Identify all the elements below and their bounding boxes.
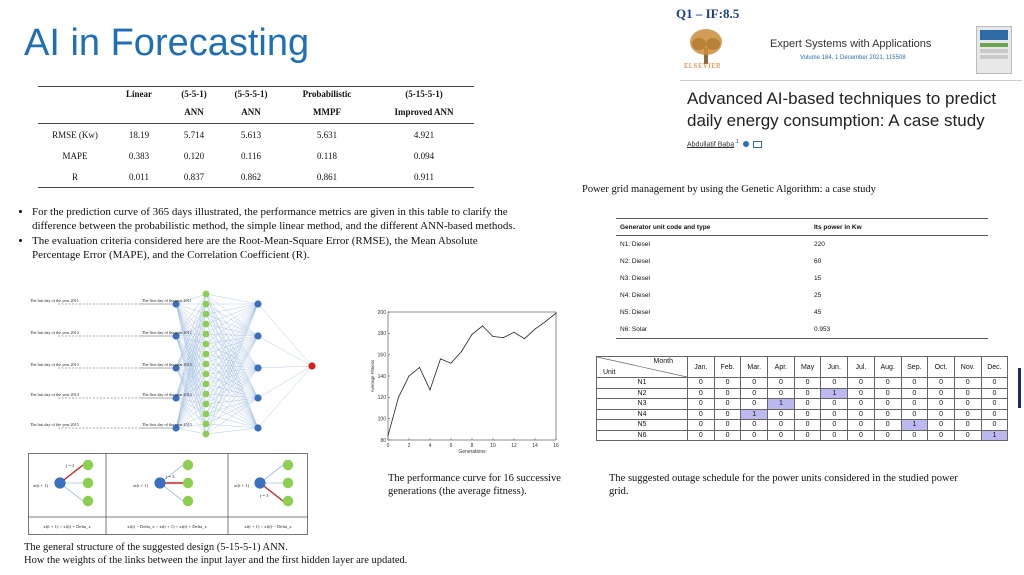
hidden-node [203, 341, 210, 348]
table-cell: 18.19 [128, 129, 150, 140]
table-row [616, 287, 988, 304]
y-tick-label: 120 [377, 395, 386, 402]
schedule-cell: 0 [821, 378, 848, 389]
schedule-cell: 1 [901, 420, 928, 431]
hidden-node [203, 331, 210, 338]
fitness-point [430, 389, 431, 390]
schedule-cell: 0 [688, 430, 715, 441]
ann-link [206, 368, 258, 434]
table-cell: N2: Diesel [620, 258, 650, 265]
panel-formula: xi(t) − Delta_x < xi(t + 1) < xi(t) + Delta_x [127, 524, 207, 529]
schedule-row [597, 420, 1008, 431]
schedule-unit-label: N6 [597, 430, 688, 441]
month-header: Aug. [874, 357, 901, 378]
schedule-cell: 0 [794, 378, 821, 389]
schedule-cell: 1 [741, 409, 768, 420]
schedule-cell: 0 [874, 409, 901, 420]
table-cell: 45 [814, 309, 822, 316]
ann-right-label: The first day of the year 2014 [142, 392, 192, 397]
y-tick-label: 100 [377, 416, 386, 423]
perf-header-row1 [38, 87, 474, 102]
schedule-cell: 0 [741, 399, 768, 410]
schedule-cell: 0 [714, 388, 741, 399]
panel-input-node [254, 477, 265, 488]
month-header: Jan. [688, 357, 715, 378]
schedule-cell: 0 [768, 420, 795, 431]
month-header: Sep. [901, 357, 928, 378]
schedule-row [597, 388, 1008, 399]
caption-chart-line: The performance curve for 16 successive [388, 473, 561, 484]
ann-left-label: The last day of the year 2012 [30, 330, 79, 335]
panel-hidden-node [183, 460, 193, 470]
table-cell: 0.861 [280, 166, 374, 188]
hidden2-node [254, 332, 261, 339]
schedule-cell: 0 [821, 409, 848, 420]
x-tick-label: 6 [449, 443, 453, 449]
panel-formula: xi(t + 1) < xi(t) − Delta_x [244, 524, 292, 529]
x-tick-label: 4 [428, 443, 432, 449]
panel-input-node [54, 477, 65, 488]
author-link[interactable]: Abdullatif Baba [687, 141, 735, 149]
schedule-cell: 0 [981, 388, 1008, 399]
table-cell: MAPE [62, 150, 88, 161]
performance-table [38, 86, 474, 188]
ann-link [206, 428, 258, 434]
journal-cover-thumbnail [976, 26, 1012, 74]
table-row [38, 166, 474, 188]
schedule-cell: 0 [848, 388, 875, 399]
schedule-cell: 0 [928, 388, 955, 399]
table-cell: N6: Solar [616, 321, 810, 339]
schedule-cell: 0 [954, 399, 981, 410]
schedule-cell: 0 [928, 430, 955, 441]
schedule-cell: 0 [901, 388, 928, 399]
hidden-node [203, 301, 210, 308]
corner-month-label: Month [653, 358, 673, 365]
schedule-cell: 0 [901, 399, 928, 410]
schedule-unit-label: N5 [597, 420, 688, 431]
y-tick-label: 180 [377, 331, 386, 338]
table-row [38, 145, 474, 166]
schedule-cell: 0 [848, 399, 875, 410]
panel-hidden-node [83, 496, 93, 506]
hidden-node [203, 361, 210, 368]
table-row [616, 270, 988, 287]
schedule-cell: 0 [768, 430, 795, 441]
schedule-cell: 0 [768, 388, 795, 399]
schedule-cell: 0 [848, 378, 875, 389]
schedule-cell: 0 [928, 399, 955, 410]
schedule-cell: 0 [741, 378, 768, 389]
caption-schedule-line: grid. [609, 486, 629, 497]
hidden-node [203, 321, 210, 328]
fitness-point [535, 329, 536, 330]
perf-head: Probabilistic [280, 87, 374, 102]
perf-subhead: MMPF [280, 101, 374, 124]
perf-subhead: ANN [222, 101, 280, 124]
schedule-cell: 0 [981, 378, 1008, 389]
table-cell: 0.837 [166, 166, 222, 188]
schedule-cell: 0 [928, 420, 955, 431]
fitness-point [388, 435, 389, 436]
perf-head: Linear [112, 87, 166, 102]
schedule-cell: 0 [848, 409, 875, 420]
fitness-point [514, 332, 515, 333]
paper-title [687, 88, 996, 132]
schedule-cell: 0 [714, 399, 741, 410]
perf-subhead: ANN [166, 101, 222, 124]
fitness-point [524, 338, 525, 339]
hidden-node [203, 351, 210, 358]
slide-title: AI in Forecasting [24, 22, 310, 64]
y-tick-label: 80 [380, 437, 386, 444]
impact-factor-label: Q1 – IF:8.5 [676, 6, 740, 21]
schedule-cell: 0 [688, 399, 715, 410]
schedule-cell: 0 [821, 399, 848, 410]
schedule-cell: 1 [768, 399, 795, 410]
output-node [308, 362, 315, 369]
bullet-list-wrapper [16, 205, 526, 263]
schedule-header-row [597, 357, 1008, 378]
chart-layer [370, 310, 559, 455]
fitness-point [440, 358, 441, 359]
ann-link [258, 366, 312, 368]
schedule-cell: 0 [714, 420, 741, 431]
month-header: Jul. [848, 357, 875, 378]
schedule-cell: 0 [741, 388, 768, 399]
schedule-cell: 0 [954, 409, 981, 420]
perf-head [38, 87, 112, 102]
fitness-point [398, 397, 399, 398]
schedule-cell: 1 [981, 430, 1008, 441]
schedule-cell: 0 [794, 430, 821, 441]
schedule-cell: 0 [954, 378, 981, 389]
schedule-cell: 0 [794, 399, 821, 410]
y-tick-label: 140 [377, 373, 386, 380]
fitness-point [493, 336, 494, 337]
schedule-cell: 0 [794, 388, 821, 399]
hidden-node [203, 401, 210, 408]
bullet-item: • For the prediction curve of 365 days illustrated, the performance metrics are given in this table to clarify the difference between the probabilistic method, the simple linear method, and the different ANN-based methods. [32, 205, 526, 233]
caption-chart [388, 472, 588, 498]
fitness-point [503, 337, 504, 338]
x-tick-label: 12 [511, 443, 517, 449]
schedule-cell: 0 [954, 430, 981, 441]
ann-left-label: The last day of the year 2011 [30, 298, 79, 303]
schedule-row [597, 399, 1008, 410]
bullet-list [16, 205, 526, 262]
weight-update-panels [28, 453, 308, 535]
x-tick-label: 0 [386, 443, 390, 449]
ann-left-label: The last day of the year 2013 [30, 362, 79, 367]
table-row [616, 321, 988, 339]
schedule-cell: 0 [901, 409, 928, 420]
table-cell: 5.613 [240, 129, 262, 140]
hidden2-node [254, 300, 261, 307]
generator-header-row [616, 219, 988, 236]
table-cell: 0.011 [112, 166, 166, 188]
panel-hidden-node [83, 460, 93, 470]
hidden-node [203, 431, 210, 438]
email-icon[interactable] [753, 141, 762, 148]
panel-hidden-node [283, 496, 293, 506]
panel-hidden-node [283, 460, 293, 470]
panel-node-label: xi(t + 1) [33, 483, 49, 488]
table-cell: R [38, 166, 112, 188]
schedule-cell: 0 [901, 378, 928, 389]
perf-subhead: Improved ANN [374, 101, 474, 124]
panel-top-label: j = 3 [260, 493, 269, 498]
author-superscript: 1 [736, 139, 739, 145]
chart-content [370, 310, 559, 455]
generator-header: Generator unit code and type [616, 219, 810, 236]
panel-hidden-node [83, 478, 93, 488]
month-header: Jun. [821, 357, 848, 378]
schedule-cell: 0 [954, 388, 981, 399]
schedule-cell: 0 [688, 409, 715, 420]
perf-subhead [112, 101, 166, 124]
schedule-cell: 0 [981, 409, 1008, 420]
table-row [616, 304, 988, 321]
x-tick-label: 10 [490, 443, 496, 449]
perf-head: (5-15-5-1) [374, 87, 474, 102]
fitness-point [419, 367, 420, 368]
fitness-point [545, 321, 546, 322]
ann-links [176, 294, 312, 434]
table-cell: 0.094 [413, 150, 435, 161]
edge-accent [1018, 368, 1021, 408]
month-header: Apr. [768, 357, 795, 378]
hidden2-node [254, 424, 261, 431]
ann-link [206, 304, 258, 368]
table-cell: N1: Diesel [620, 241, 650, 248]
fitness-point [556, 313, 557, 314]
schedule-cell: 0 [741, 420, 768, 431]
fitness-point [409, 376, 410, 377]
hidden-node [203, 371, 210, 378]
panel-top-label: j = 3 [166, 474, 175, 479]
perf-head: (5-5-5-1) [222, 87, 280, 102]
panel-node-label: xi(t + 1) [234, 483, 250, 488]
table-cell: 0.862 [222, 166, 280, 188]
schedule-cell: 0 [794, 420, 821, 431]
ann-left-label: The last day of the year 2015 [30, 422, 79, 427]
table-cell: 0.383 [128, 150, 150, 161]
schedule-cell: 0 [714, 378, 741, 389]
schedule-cell: 0 [794, 409, 821, 420]
caption-ann-line: The general structure of the suggested design (5-15-5-1) ANN. [24, 542, 288, 553]
x-tick-label: 14 [532, 443, 538, 449]
hidden-node [203, 391, 210, 398]
schedule-cell: 0 [874, 388, 901, 399]
table-cell: N3: Diesel [620, 275, 650, 282]
schedule-unit-label: N4 [597, 409, 688, 420]
caption-schedule [609, 472, 1009, 498]
schedule-cell: 0 [848, 420, 875, 431]
perf-head: (5-5-1) [166, 87, 222, 102]
fitness-point [482, 325, 483, 326]
caption-chart-line: generations (the average fitness). [388, 486, 527, 497]
ann-right-label: The first day of the year 2011 [142, 298, 192, 303]
month-header: May [794, 357, 821, 378]
ann-right-label: The first day of the year 2012 [142, 330, 192, 335]
schedule-cell: 0 [928, 378, 955, 389]
table-cell: 220 [814, 241, 825, 248]
schedule-cell: 0 [821, 430, 848, 441]
generator-table-wrapper [616, 218, 988, 339]
schedule-cell: 0 [848, 430, 875, 441]
month-header: Feb. [714, 357, 741, 378]
publisher-name: ELSEVIER [684, 62, 722, 70]
hidden2-node [254, 394, 261, 401]
schedule-cell: 0 [688, 420, 715, 431]
x-tick-label: 2 [407, 443, 411, 449]
ann-link [258, 304, 312, 366]
fitness-chart [366, 300, 566, 455]
table-cell: 4.921 [413, 129, 435, 140]
perf-header-row2 [38, 101, 474, 124]
schedule-cell: 0 [688, 378, 715, 389]
hidden2-node [254, 364, 261, 371]
ann-right-label: The first day of the year 2015 [142, 422, 192, 427]
schedule-unit-label: N3 [597, 399, 688, 410]
author-line [687, 139, 762, 148]
bullet-item: • The evaluation criteria considered here are the Root-Mean-Square Error (RMSE), the Mean Absolute Percentage Error (MAPE), and the Correlation Coefficient (R). [32, 234, 526, 262]
x-tick-label: 8 [470, 443, 474, 449]
month-header: Oct. [928, 357, 955, 378]
table-cell: N5: Diesel [620, 309, 650, 316]
schedule-row [597, 409, 1008, 420]
schedule-body [597, 378, 1008, 441]
performance-table-wrapper [38, 86, 474, 188]
schedule-cell: 0 [874, 430, 901, 441]
schedule-row [597, 378, 1008, 389]
schedule-cell: 0 [741, 430, 768, 441]
table-cell: 25 [814, 292, 822, 299]
caption-ann [24, 541, 494, 567]
fitness-series-line [388, 313, 556, 436]
ann-link [206, 294, 258, 304]
panel-input-node [154, 477, 165, 488]
table-cell: 5.714 [183, 129, 205, 140]
hidden-node [203, 381, 210, 388]
ga-heading: Power grid management by using the Genetic Algorithm: a case study [582, 184, 876, 195]
schedule-cell: 0 [821, 420, 848, 431]
month-header: Nov. [954, 357, 981, 378]
ann-link [258, 366, 312, 398]
journal-name: Expert Systems with Applications [770, 38, 932, 50]
x-tick-label: 16 [553, 443, 559, 449]
schedule-cell: 0 [901, 430, 928, 441]
table-row [616, 253, 988, 270]
table-cell: 0.120 [183, 150, 205, 161]
table-cell: N4: Diesel [620, 292, 650, 299]
hidden-node [203, 291, 210, 298]
schedule-cell: 0 [874, 420, 901, 431]
schedule-cell: 0 [714, 430, 741, 441]
hidden-node [203, 311, 210, 318]
generator-header: Its power in Kw [810, 219, 988, 236]
month-header: Dec. [981, 357, 1008, 378]
schedule-cell: 0 [954, 420, 981, 431]
journal-volume: Volume 184, 1 December 2021, 115508 [800, 55, 906, 61]
y-axis-label: Average Fitness [370, 359, 375, 393]
table-cell: 0.953 [810, 321, 988, 339]
schedule-cell: 0 [768, 378, 795, 389]
schedule-unit-label: N1 [597, 378, 688, 389]
generator-table [616, 218, 988, 339]
perf-subhead [38, 101, 112, 124]
table-row [616, 236, 988, 254]
journal-header [680, 22, 1022, 81]
schedule-cell: 0 [981, 420, 1008, 431]
fitness-point [472, 334, 473, 335]
hidden-node [203, 411, 210, 418]
month-header: Mar. [741, 357, 768, 378]
schedule-cell: 0 [874, 399, 901, 410]
hidden-node [203, 421, 210, 428]
ann-link [258, 366, 312, 428]
panel-node-label: xi(t + 1) [133, 483, 149, 488]
outage-schedule-table [596, 356, 1008, 441]
table-cell: 0.116 [241, 150, 261, 161]
ann-left-label: The last day of the year 2014 [30, 392, 79, 397]
table-cell: 0.118 [317, 150, 337, 161]
person-icon[interactable] [743, 141, 749, 147]
table-row [38, 124, 474, 146]
schedule-unit-label: N2 [597, 388, 688, 399]
ann-link [258, 336, 312, 366]
table-cell: 0.911 [374, 166, 474, 188]
caption-schedule-line: The suggested outage schedule for the power units considered in the studied power [609, 473, 958, 484]
panel-top-label: j = 2 [66, 463, 75, 468]
panel-hidden-node [183, 478, 193, 488]
caption-ann-line: How the weights of the links between the input layer and the first hidden layer are updated. [24, 555, 408, 566]
table-cell: 60 [814, 258, 822, 265]
schedule-cell: 0 [768, 409, 795, 420]
table-cell: 5.631 [316, 129, 338, 140]
panel-hidden-node [183, 496, 193, 506]
fitness-point [461, 351, 462, 352]
paper-title-line: daily energy consumption: A case study [687, 111, 985, 130]
schedule-cell: 0 [981, 399, 1008, 410]
schedule-cell: 0 [874, 378, 901, 389]
schedule-cell: 0 [688, 388, 715, 399]
fitness-point [451, 363, 452, 364]
x-axis-label: Generations [458, 449, 486, 455]
panel-hidden-node [283, 478, 293, 488]
schedule-corner [597, 357, 688, 378]
schedule-cell: 0 [714, 409, 741, 420]
ann-structure-diagram [28, 286, 328, 448]
panel-formula: xi(t + 1) > xi(t) + Delta_x [43, 524, 91, 529]
y-tick-label: 200 [377, 309, 386, 316]
outage-schedule-wrapper [596, 356, 1008, 441]
schedule-row [597, 430, 1008, 441]
ann-link [206, 368, 258, 384]
schedule-cell: 1 [821, 388, 848, 399]
table-cell: RMSE (Kw) [52, 129, 98, 140]
chart-frame [388, 312, 556, 440]
table-cell: 15 [814, 275, 822, 282]
ann-right-label: The first day of the year 2013 [142, 362, 192, 367]
y-tick-label: 160 [377, 352, 386, 359]
schedule-cell: 0 [928, 409, 955, 420]
corner-unit-label: Unit [603, 369, 616, 376]
paper-title-line: Advanced AI-based techniques to predict [687, 89, 997, 108]
